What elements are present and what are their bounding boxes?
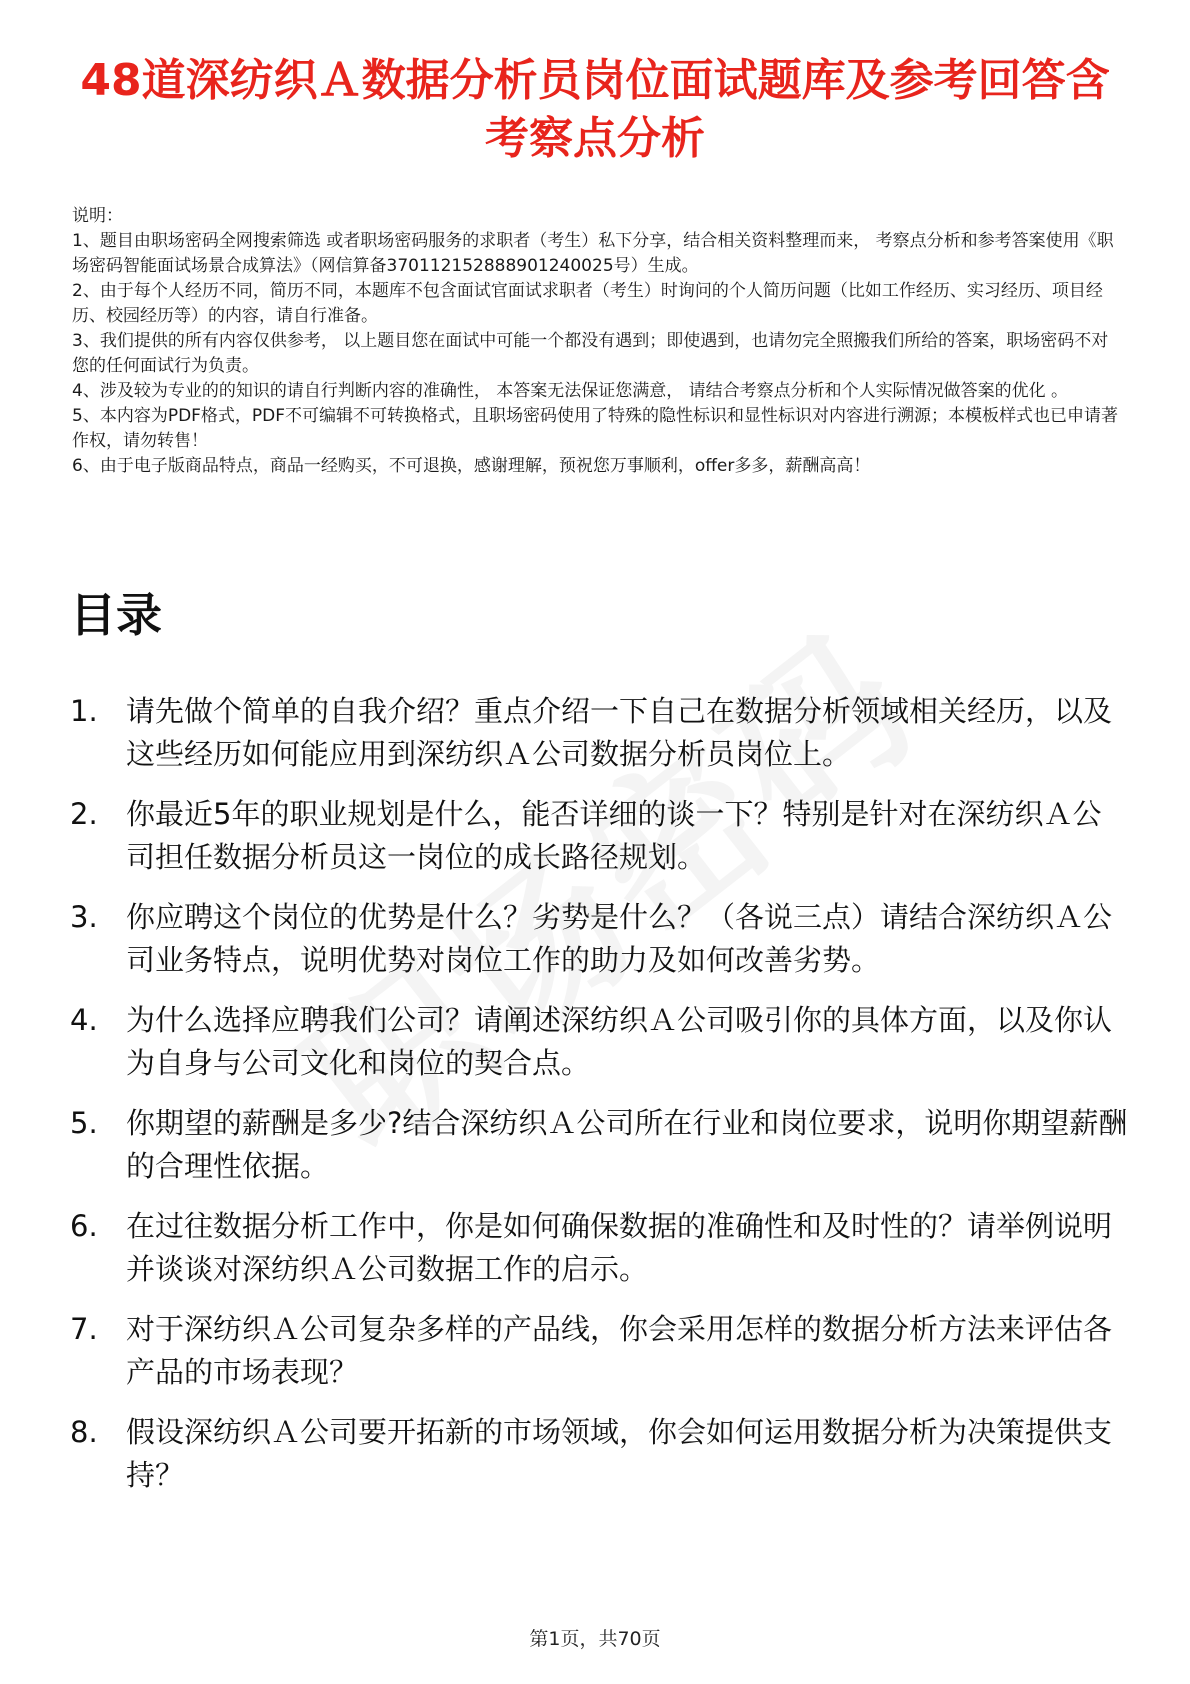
toc-item-text: 你期望的薪酬是多少?结合深纺织Ａ公司所在行业和岗位要求，说明你期望薪酬的合理性依据。 <box>126 1106 1128 1183</box>
toc-item-text: 请先做个简单的自我介绍？重点介绍一下自己在数据分析领域相关经历，以及这些经历如何能应用到深纺织Ａ公司数据分析员岗位上。 <box>126 694 1113 771</box>
toc-item-number: 5. <box>70 1106 98 1140</box>
toc-item[interactable] <box>70 896 1130 982</box>
note-item: 6、由于电子版商品特点，商品一经购买，不可退换，感谢理解，预祝您万事顺利，offer多多，薪酬高高！ <box>72 456 871 476</box>
note-item: 2、由于每个人经历不同，简历不同，本题库不包含面试官面试求职者（考生）时询问的个人简历问题（比如工作经历、实习经历、项目经历、校园经历等）的内容，请自行准备。 <box>72 281 1103 326</box>
page-title: 48道深纺织Ａ数据分析员岗位面试题库及参考回答含考察点分析 <box>80 55 1110 164</box>
page-footer: 第1页，共70页 <box>529 1628 661 1650</box>
toc-list <box>70 690 1130 1514</box>
toc-item[interactable] <box>70 793 1130 879</box>
toc-item-number: 6. <box>70 1209 98 1243</box>
notes-section <box>72 204 1122 479</box>
toc-item-text: 假设深纺织Ａ公司要开拓新的市场领域，你会如何运用数据分析为决策提供支持？ <box>126 1415 1113 1492</box>
toc-item[interactable] <box>70 690 1130 776</box>
toc-item-text: 你最近5年的职业规划是什么，能否详细的谈一下？特别是针对在深纺织Ａ公司担任数据分析员这一岗位的成长路径规划。 <box>126 797 1102 874</box>
toc-item-text: 你应聘这个岗位的优势是什么？劣势是什么？（各说三点）请结合深纺织Ａ公司业务特点，说明优势对岗位工作的助力及如何改善劣势。 <box>126 900 1113 977</box>
toc-item-number: 8. <box>70 1415 98 1449</box>
toc-heading: 目录 <box>70 588 162 642</box>
note-item: 1、题目由职场密码全网搜索筛选 或者职场密码服务的求职者（考生）私下分享，结合相关资料整理而来， 考察点分析和参考答案使用《职场密码智能面试场景合成算法》（网信算备370112152888901240025号）生成。 <box>72 231 1114 276</box>
notes-heading: 说明： <box>72 206 123 226</box>
note-item: 5、本内容为PDF格式，PDF不可编辑不可转换格式，且职场密码使用了特殊的隐性标识和显性标识对内容进行溯源；本模板样式也已申请著作权，请勿转售！ <box>72 406 1119 451</box>
toc-item[interactable] <box>70 1411 1130 1497</box>
toc-item-text: 对于深纺织Ａ公司复杂多样的产品线，你会采用怎样的数据分析方法来评估各产品的市场表现？ <box>126 1312 1113 1389</box>
note-item: 4、涉及较为专业的的知识的请自行判断内容的准确性， 本答案无法保证您满意， 请结合考察点分析和个人实际情况做答案的优化 。 <box>72 381 1069 401</box>
toc-item[interactable] <box>70 1102 1130 1188</box>
note-item: 3、我们提供的所有内容仅供参考， 以上题目您在面试中可能一个都没有遇到；即使遇到，也请勿完全照搬我们所给的答案，职场密码不对您的任何面试行为负责。 <box>72 331 1109 376</box>
toc-item-text: 为什么选择应聘我们公司？请阐述深纺织Ａ公司吸引你的具体方面，以及你认为自身与公司文化和岗位的契合点。 <box>126 1003 1113 1080</box>
toc-item-number: 4. <box>70 1003 98 1037</box>
toc-item-number: 3. <box>70 900 98 934</box>
toc-item-text: 在过往数据分析工作中，你是如何确保数据的准确性和及时性的？请举例说明并谈谈对深纺织Ａ公司数据工作的启示。 <box>126 1209 1113 1286</box>
toc-item[interactable] <box>70 1308 1130 1394</box>
toc-item[interactable] <box>70 999 1130 1085</box>
toc-item[interactable] <box>70 1205 1130 1291</box>
toc-item-number: 2. <box>70 797 98 831</box>
toc-item-number: 1. <box>70 694 98 728</box>
toc-item-number: 7. <box>70 1312 98 1346</box>
